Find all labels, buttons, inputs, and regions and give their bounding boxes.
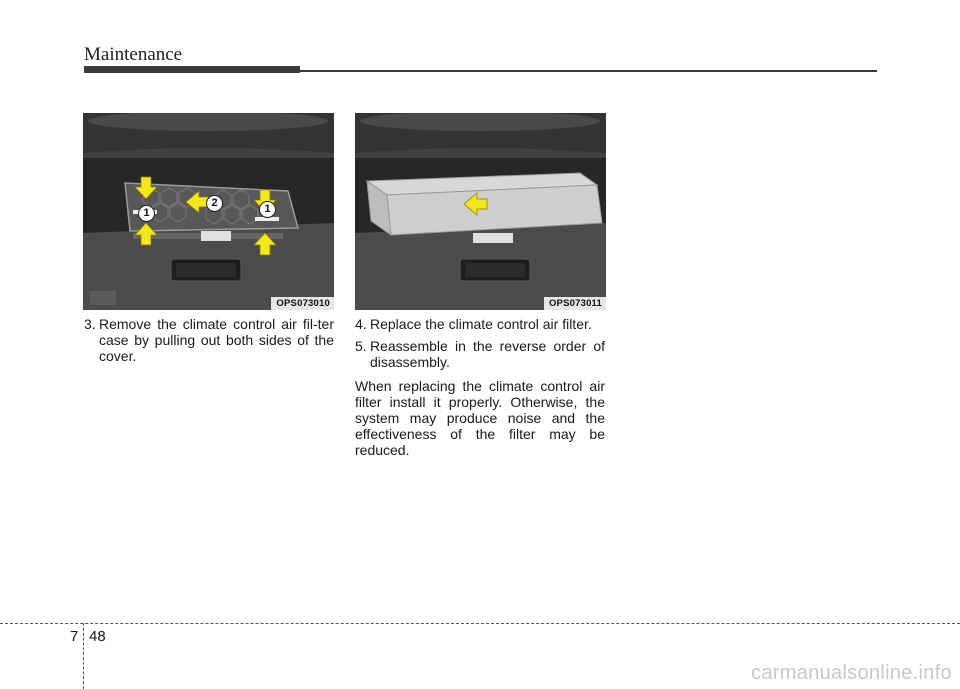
step-5 [355,338,605,370]
step-number: 4. [355,316,367,332]
chapter-number: 7 [70,628,79,645]
step-number: 5. [355,338,367,354]
figure-illustration-cover [83,113,334,310]
step-text: Replace the climate control air filter. [370,316,592,332]
step-text: Remove the climate control air fil-ter case by pulling out both sides of the cover. [99,316,334,364]
footer-rule [0,623,960,624]
page-number: 48 [89,628,106,645]
step-text: Reassemble in the reverse order of disassembly. [370,338,605,370]
figure-illustration-filter [355,113,606,310]
step-number: 3. [84,316,96,332]
footer-divider [83,623,84,689]
figure-code: OPS073011 [544,297,606,310]
installation-note: When replacing the climate control air filter install it properly. Otherwise, the system may produce noise and the effectiveness of the filter may be reduced. [355,378,605,458]
header-rule-thick [84,66,300,73]
left-column [84,316,334,370]
callout-2: 2 [206,195,223,212]
right-column [355,316,605,458]
section-title: Maintenance [84,44,183,65]
watermark: carmanualsonline.info [751,662,952,684]
step-4 [355,316,605,332]
callout-1-left: 1 [138,205,155,222]
figure-filter-cover [83,113,334,310]
header-rule-thin [300,70,877,72]
step-3 [84,316,334,364]
figure-code: OPS073010 [271,297,334,310]
callout-1-right: 1 [259,201,276,218]
figure-filter-replace [355,113,606,310]
